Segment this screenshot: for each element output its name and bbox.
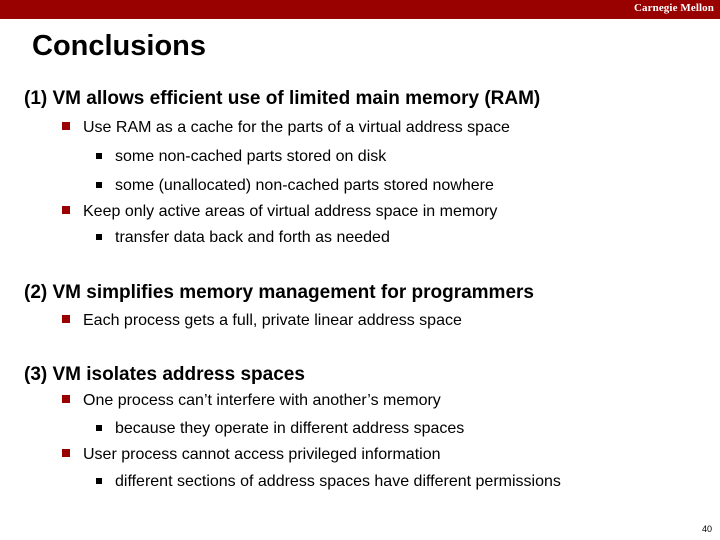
header-bar <box>0 0 720 19</box>
section-3-heading: (3) VM isolates address spaces <box>24 364 305 385</box>
bullet-square-icon <box>62 395 70 403</box>
bullet-text: Keep only active areas of virtual address space in memory <box>83 203 498 220</box>
subbullet-square-icon <box>96 234 102 240</box>
slide-title: Conclusions <box>32 30 207 62</box>
bullet-text: User process cannot access privileged information <box>83 446 441 463</box>
subbullet-1-1-2 <box>96 177 494 195</box>
subbullet-text: some (unallocated) non-cached parts stored nowhere <box>115 177 494 194</box>
page-number: 40 <box>701 524 712 534</box>
subbullet-1-2-1 <box>96 229 390 247</box>
subbullet-text: some non-cached parts stored on disk <box>115 148 387 165</box>
subbullet-3-2-1 <box>96 473 561 491</box>
subbullet-square-icon <box>96 478 102 484</box>
bullet-square-icon <box>62 315 70 323</box>
bullet-2-1 <box>62 312 462 330</box>
bullet-1-1 <box>62 119 510 137</box>
bullet-square-icon <box>62 206 70 214</box>
bullet-1-2 <box>62 203 497 221</box>
bullet-square-icon <box>62 449 70 457</box>
subbullet-text: transfer data back and forth as needed <box>115 229 390 246</box>
subbullet-text: different sections of address spaces have different permissions <box>115 473 561 490</box>
bullet-text: Each process gets a full, private linear address space <box>83 312 462 329</box>
bullet-3-1 <box>62 392 441 410</box>
bullet-3-2 <box>62 446 441 464</box>
subbullet-square-icon <box>96 153 102 159</box>
subbullet-3-1-1 <box>96 420 464 438</box>
subbullet-1-1-1 <box>96 148 386 166</box>
brand-label: Carnegie Mellon <box>633 2 714 14</box>
subbullet-square-icon <box>96 425 102 431</box>
bullet-text: Use RAM as a cache for the parts of a virtual address space <box>83 119 510 136</box>
bullet-square-icon <box>62 122 70 130</box>
section-1-heading: (1) VM allows efficient use of limited main memory (RAM) <box>24 88 541 109</box>
subbullet-square-icon <box>96 182 102 188</box>
bullet-text: One process can’t interfere with another’s memory <box>83 392 441 409</box>
section-2-heading: (2) VM simplifies memory management for programmers <box>24 282 534 303</box>
subbullet-text: because they operate in different address spaces <box>115 420 465 437</box>
